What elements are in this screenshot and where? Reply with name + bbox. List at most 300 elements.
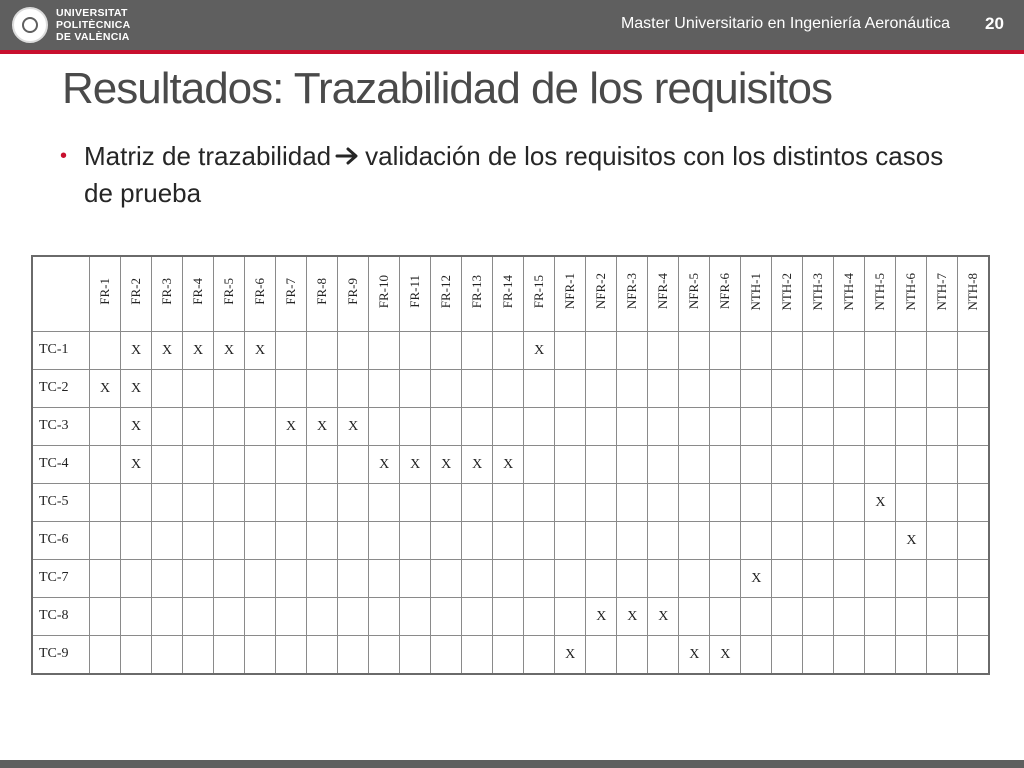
matrix-cell [462,483,493,521]
logo-line-2: POLITÈCNICA [56,19,131,31]
matrix-cell [648,521,679,559]
matrix-cell [896,597,927,635]
matrix-cell [307,635,338,674]
matrix-cell [400,597,431,635]
matrix-cell [276,332,307,370]
matrix-cell [958,559,989,597]
matrix-cell [648,559,679,597]
matrix-cell [803,483,834,521]
matrix-cell [524,483,555,521]
row-label: TC-4 [32,445,90,483]
column-header-label: NTH-3 [810,272,826,311]
matrix-cell [90,597,121,635]
matrix-cell [245,597,276,635]
matrix-cell [772,635,803,674]
matrix-cell [834,597,865,635]
matrix-cell [369,332,400,370]
matrix-cell [152,521,183,559]
row-label: TC-8 [32,597,90,635]
matrix-cell [214,369,245,407]
matrix-header-row [32,256,989,332]
matrix-cell [276,407,307,445]
trace-mark: X [161,343,173,359]
matrix-cell [121,445,152,483]
matrix-cell [307,521,338,559]
column-header [648,256,679,332]
matrix-cell [431,635,462,674]
table-row [32,635,989,674]
matrix-cell [679,597,710,635]
matrix-cell [524,597,555,635]
matrix-cell [400,369,431,407]
matrix-cell [431,332,462,370]
matrix-cell [307,597,338,635]
matrix-cell [958,483,989,521]
matrix-cell [710,483,741,521]
matrix-cell [183,332,214,370]
matrix-cell [710,559,741,597]
matrix-cell [369,559,400,597]
matrix-cell [772,369,803,407]
column-header [214,256,245,332]
university-logo [12,4,130,46]
matrix-cell [586,445,617,483]
column-header-label: NTH-5 [872,272,888,311]
row-label: TC-6 [32,521,90,559]
matrix-cell [431,521,462,559]
row-label: TC-3 [32,407,90,445]
page-number: 20 [985,14,1004,33]
column-header-label: FR-2 [128,278,144,305]
column-header-label: NTH-1 [748,272,764,311]
matrix-cell [245,332,276,370]
matrix-cell [803,407,834,445]
matrix-cell [586,332,617,370]
matrix-cell [338,332,369,370]
matrix-cell [245,521,276,559]
matrix-cell [276,597,307,635]
matrix-cell [307,407,338,445]
matrix-cell [307,332,338,370]
matrix-cell [772,597,803,635]
matrix-cell [617,521,648,559]
matrix-cell [865,445,896,483]
matrix-cell [121,597,152,635]
matrix-cell [617,407,648,445]
column-header [121,256,152,332]
program-title: Master Universitario en Ingeniería Aeronáutica [620,15,950,32]
matrix-cell [462,407,493,445]
matrix-cell [803,369,834,407]
matrix-cell [493,332,524,370]
logo-line-3: DE VALÈNCIA [56,31,130,43]
matrix-cell [90,559,121,597]
column-header [276,256,307,332]
footer-bar [0,760,1024,768]
matrix-cell [90,445,121,483]
matrix-cell [183,369,214,407]
matrix-cell [555,635,586,674]
matrix-cell [369,521,400,559]
matrix-cell [927,369,958,407]
matrix-cell [586,635,617,674]
matrix-cell [586,521,617,559]
right-arrow-icon [335,146,361,166]
trace-mark: X [192,343,204,359]
matrix-cell [90,635,121,674]
matrix-cell [772,559,803,597]
column-header [338,256,369,332]
matrix-cell [710,332,741,370]
matrix-cell [679,635,710,674]
traceability-matrix [31,255,990,675]
trace-mark: X [472,457,483,473]
trace-mark: X [317,419,328,435]
matrix-cell [586,407,617,445]
slide-title: Resultados: Trazabilidad de los requisitos [62,64,833,113]
matrix-cell [307,559,338,597]
matrix-cell [245,445,276,483]
matrix-corner-cell [32,256,90,332]
bullet-item [60,138,960,212]
column-header-label: NFR-3 [624,273,640,310]
row-label: TC-7 [32,559,90,597]
matrix-cell [493,407,524,445]
column-header [803,256,834,332]
matrix-cell [710,445,741,483]
matrix-cell [493,597,524,635]
matrix-cell [803,332,834,370]
column-header [865,256,896,332]
matrix-cell [245,559,276,597]
table-row [32,559,989,597]
matrix-cell [214,483,245,521]
matrix-cell [400,521,431,559]
matrix-cell [524,559,555,597]
column-header-label: NTH-8 [965,272,981,311]
matrix-cell [555,332,586,370]
column-header-label: NFR-1 [562,273,578,310]
matrix-cell [741,483,772,521]
matrix-cell [896,407,927,445]
trace-mark: X [348,419,359,435]
column-header-label: FR-5 [221,278,237,305]
matrix-cell [865,597,896,635]
matrix-cell [121,483,152,521]
matrix-cell [617,369,648,407]
matrix-cell [803,635,834,674]
column-header-label: NTH-7 [934,272,950,311]
column-header-label: FR-10 [376,274,392,309]
table-row [32,407,989,445]
matrix-cell [772,445,803,483]
matrix-cell [586,369,617,407]
column-header-label: FR-11 [407,275,423,308]
matrix-cell [307,369,338,407]
matrix-cell [152,369,183,407]
matrix-cell [865,483,896,521]
column-header [245,256,276,332]
matrix-cell [772,521,803,559]
trace-mark: X [379,457,390,473]
column-header [431,256,462,332]
matrix-cell [958,521,989,559]
matrix-cell [245,635,276,674]
matrix-cell [555,407,586,445]
matrix-cell [741,597,772,635]
row-label: TC-2 [32,369,90,407]
matrix-cell [462,369,493,407]
matrix-cell [896,521,927,559]
matrix-cell [121,407,152,445]
matrix-cell [586,559,617,597]
column-header [152,256,183,332]
matrix-cell [400,445,431,483]
matrix-cell [927,332,958,370]
matrix-cell [896,369,927,407]
matrix-cell [152,559,183,597]
column-header-label: NFR-2 [593,273,609,310]
matrix-cell [276,635,307,674]
matrix-cell [338,559,369,597]
column-header [617,256,648,332]
matrix-cell [214,407,245,445]
matrix-cell [214,332,245,370]
matrix-cell [369,597,400,635]
column-header-label: NTH-6 [903,272,919,311]
matrix-cell [152,483,183,521]
bullet-text [84,138,960,212]
matrix-cell [741,332,772,370]
matrix-cell [524,521,555,559]
matrix-cell [648,483,679,521]
matrix-cell [276,559,307,597]
table-row [32,332,989,370]
matrix-cell [493,369,524,407]
matrix-cell [121,635,152,674]
matrix-cell [462,597,493,635]
matrix-cell [276,521,307,559]
trace-mark: X [286,419,297,435]
matrix-cell [927,445,958,483]
matrix-cell [90,521,121,559]
matrix-cell [152,597,183,635]
trace-mark: X [130,343,142,359]
column-header-label: FR-13 [469,274,485,309]
matrix-cell [896,559,927,597]
trace-mark: X [255,343,266,359]
matrix-cell [803,521,834,559]
matrix-cell [865,369,896,407]
matrix-cell [772,332,803,370]
matrix-cell [462,332,493,370]
matrix-cell [679,332,710,370]
column-header-label: FR-12 [438,274,454,309]
matrix-cell [555,521,586,559]
matrix-cell [307,483,338,521]
matrix-cell [524,332,555,370]
matrix-cell [338,445,369,483]
column-header [307,256,338,332]
matrix-cell [617,635,648,674]
matrix-cell [803,559,834,597]
matrix-cell [152,445,183,483]
matrix-cell [648,332,679,370]
matrix-cell [834,635,865,674]
matrix-cell [710,521,741,559]
table-row [32,521,989,559]
matrix-cell [276,483,307,521]
column-header-label: NTH-2 [779,272,795,311]
matrix-cell [431,407,462,445]
column-header [741,256,772,332]
matrix-cell [183,483,214,521]
column-header [183,256,214,332]
trace-mark: X [658,609,669,625]
row-label: TC-1 [32,332,90,370]
header-accent-line [0,50,1024,54]
trace-mark: X [130,457,142,473]
column-header [772,256,803,332]
column-header [524,256,555,332]
matrix-cell [338,597,369,635]
column-header [400,256,431,332]
matrix-cell [400,635,431,674]
matrix-cell [710,635,741,674]
trace-mark: X [130,381,142,397]
matrix-cell [648,407,679,445]
matrix-cell [679,369,710,407]
column-header-label: NFR-6 [717,273,733,310]
matrix-cell [927,407,958,445]
matrix-cell [555,559,586,597]
matrix-cell [834,407,865,445]
matrix-cell [896,635,927,674]
matrix-cell [400,559,431,597]
matrix-cell [214,635,245,674]
column-header [710,256,741,332]
matrix-cell [214,445,245,483]
matrix-cell [214,597,245,635]
university-seal-icon [12,7,48,43]
column-header [958,256,989,332]
column-header-label: NFR-5 [686,273,702,310]
trace-mark: X [565,647,576,663]
matrix-cell [183,445,214,483]
matrix-cell [400,332,431,370]
trace-mark: X [596,609,607,625]
matrix-cell [865,635,896,674]
column-header [896,256,927,332]
matrix-cell [431,559,462,597]
trace-mark: X [627,609,638,625]
matrix-cell [338,521,369,559]
matrix-cell [121,559,152,597]
matrix-cell [741,635,772,674]
matrix-cell [834,332,865,370]
matrix-cell [927,483,958,521]
matrix-cell [338,635,369,674]
trace-mark: X [224,343,235,359]
matrix-cell [400,483,431,521]
matrix-cell [183,407,214,445]
bullet-text-part2: validación de los requisitos con los distintos casos de prueba [84,141,944,208]
matrix-cell [741,369,772,407]
matrix-cell [648,597,679,635]
matrix-cell [679,559,710,597]
trace-mark: X [130,419,142,435]
matrix-cell [710,407,741,445]
matrix-cell [834,369,865,407]
row-label: TC-9 [32,635,90,674]
matrix-cell [245,483,276,521]
column-header-label: NTH-4 [841,272,857,311]
matrix-cell [865,559,896,597]
matrix-cell [958,332,989,370]
column-header-label: FR-8 [314,278,330,305]
matrix-cell [803,597,834,635]
matrix-cell [462,521,493,559]
matrix-cell [245,369,276,407]
matrix-body [32,332,989,675]
table-row [32,445,989,483]
matrix-cell [121,521,152,559]
trace-mark: X [689,647,700,663]
trace-mark: X [410,457,421,473]
matrix-cell [803,445,834,483]
matrix-cell [958,597,989,635]
matrix-cell [90,332,121,370]
matrix-cell [524,369,555,407]
matrix-cell [555,445,586,483]
matrix-cell [431,597,462,635]
matrix-cell [90,407,121,445]
matrix-cell [90,483,121,521]
matrix-cell [586,597,617,635]
matrix-cell [617,483,648,521]
matrix-cell [741,407,772,445]
matrix-cell [865,332,896,370]
matrix-cell [617,332,648,370]
matrix-cell [369,483,400,521]
matrix-cell [927,635,958,674]
table-row [32,369,989,407]
matrix-cell [369,407,400,445]
matrix-cell [679,483,710,521]
row-label: TC-5 [32,483,90,521]
column-header-label: FR-1 [97,278,112,305]
matrix-cell [555,483,586,521]
matrix-cell [524,635,555,674]
matrix-cell [927,559,958,597]
trace-mark: X [906,533,917,549]
matrix-cell [741,521,772,559]
matrix-cell [307,445,338,483]
matrix-cell [524,445,555,483]
matrix-cell [369,635,400,674]
matrix-cell [648,369,679,407]
matrix-cell [462,445,493,483]
matrix-cell [369,369,400,407]
trace-mark: X [875,495,886,511]
matrix-cell [896,332,927,370]
matrix-cell [431,369,462,407]
matrix-cell [617,445,648,483]
trace-mark: X [720,647,731,663]
matrix-cell [710,369,741,407]
matrix-cell [958,369,989,407]
matrix-cell [493,445,524,483]
